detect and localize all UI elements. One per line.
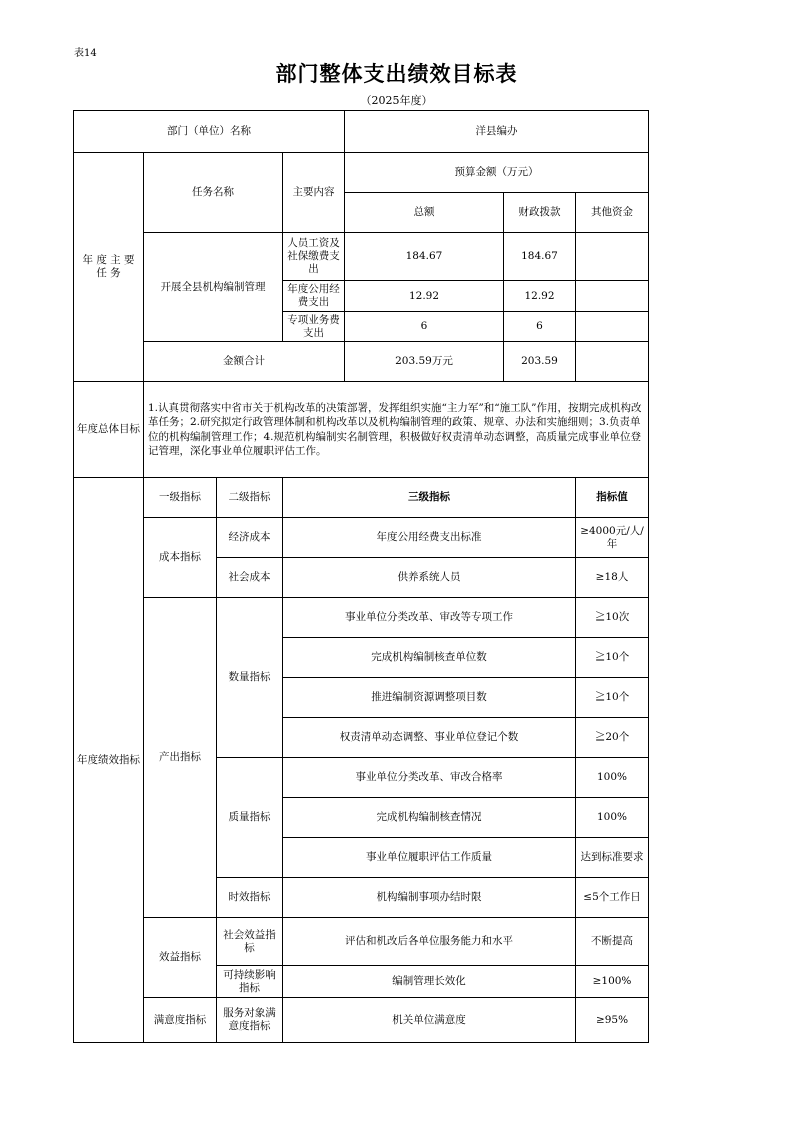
economic-cost-label: 经济成本 [217, 518, 283, 558]
table-number: 表14 [74, 48, 97, 59]
task-total: 6 [345, 312, 504, 342]
time-indicator-label: 时效指标 [217, 878, 283, 918]
indicator-name: 权责清单动态调整、事业单位登记个数 [283, 718, 576, 758]
indicator-name: 编制管理长效化 [283, 966, 576, 998]
indicator-value: ≧10个 [576, 638, 649, 678]
level1-header: 一级指标 [144, 478, 217, 518]
performance-goals-table [73, 110, 649, 1043]
other-header: 其他资金 [576, 193, 649, 233]
cost-indicator-label: 成本指标 [144, 518, 217, 598]
sustainable-label: 可持续影响指标 [217, 966, 283, 998]
tasks-header-row [74, 153, 649, 193]
total-header: 总额 [345, 193, 504, 233]
level3-header: 三级指标 [283, 478, 576, 518]
department-label: 部门（单位）名称 [74, 111, 345, 153]
indicator-value: 100% [576, 758, 649, 798]
indicator-name: 机关单位满意度 [283, 998, 576, 1043]
social-benefit-label: 社会效益指标 [217, 918, 283, 966]
task-content: 人员工资及社保缴费支出 [283, 233, 345, 281]
indicator-row [74, 598, 649, 638]
department-value: 洋县编办 [345, 111, 649, 153]
indicator-name: 事业单位履职评估工作质量 [283, 838, 576, 878]
indicators-header-row [74, 478, 649, 518]
overall-goal-text: 1.认真贯彻落实中省市关于机构改革的决策部署，发挥组织实施“主力军”和“施工队”作用，按期完成机构改革任务；2.研究拟定行政管理体制和机构改革以及机构编制管理的政策、规章、办法和实施细则；3.负责单位的机构编制管理工作；4.规范机构编制实名制管理，积极做好权责清单动态调整，高质量完成事业单位登记管理，深化事业单位履职评估工作。 [144, 382, 649, 478]
satisfaction-sub-label: 服务对象满意度指标 [217, 998, 283, 1043]
quality-indicator-label: 质量指标 [217, 758, 283, 878]
sum-total: 203.59万元 [345, 342, 504, 382]
task-content: 年度公用经费支出 [283, 281, 345, 312]
indicator-value: ≧20个 [576, 718, 649, 758]
indicator-row [74, 998, 649, 1043]
page-subtitle: （2025年度） [360, 94, 433, 107]
output-indicator-label: 产出指标 [144, 598, 217, 918]
sum-other [576, 342, 649, 382]
task-total: 12.92 [345, 281, 504, 312]
indicator-value: 不断提高 [576, 918, 649, 966]
social-cost-label: 社会成本 [217, 558, 283, 598]
page-title: 部门整体支出绩效目标表 [275, 61, 518, 86]
task-item-row [74, 233, 649, 281]
task-fiscal: 6 [504, 312, 576, 342]
indicator-value: ≥4000元/人/年 [576, 518, 649, 558]
sum-row [74, 342, 649, 382]
indicator-value: ≥18人 [576, 558, 649, 598]
indicator-name: 完成机构编制核查情况 [283, 798, 576, 838]
indicator-value: ≥100% [576, 966, 649, 998]
overall-goal-label: 年度总体目标 [74, 382, 144, 478]
task-content: 专项业务费支出 [283, 312, 345, 342]
indicator-name: 推进编制资源调整项目数 [283, 678, 576, 718]
indicator-value: ≧10次 [576, 598, 649, 638]
indicator-name: 年度公用经费支出标准 [283, 518, 576, 558]
task-other [576, 233, 649, 281]
indicator-row [74, 918, 649, 966]
benefit-indicator-label: 效益指标 [144, 918, 217, 998]
indicator-value: 100% [576, 798, 649, 838]
task-other [576, 281, 649, 312]
task-fiscal: 184.67 [504, 233, 576, 281]
department-row [74, 111, 649, 153]
quantity-indicator-label: 数量指标 [217, 598, 283, 758]
indicator-name: 机构编制事项办结时限 [283, 878, 576, 918]
sum-label: 金额合计 [144, 342, 345, 382]
level2-header: 二级指标 [217, 478, 283, 518]
indicator-row [74, 518, 649, 558]
task-total: 184.67 [345, 233, 504, 281]
indicator-name: 供养系统人员 [283, 558, 576, 598]
sum-fiscal: 203.59 [504, 342, 576, 382]
indicator-name: 评估和机改后各单位服务能力和水平 [283, 918, 576, 966]
indicators-section-label: 年度绩效指标 [74, 478, 144, 1043]
task-name: 开展全县机构编制管理 [144, 233, 283, 342]
indicator-value: ≤5个工作日 [576, 878, 649, 918]
task-name-header: 任务名称 [144, 153, 283, 233]
fiscal-header: 财政拨款 [504, 193, 576, 233]
indicator-name: 事业单位分类改革、审改合格率 [283, 758, 576, 798]
satisfaction-indicator-label: 满意度指标 [144, 998, 217, 1043]
indicator-value: ≧10个 [576, 678, 649, 718]
budget-header: 预算金额（万元） [345, 153, 649, 193]
task-other [576, 312, 649, 342]
annual-tasks-label: 年 度 主 要 任 务 [74, 153, 144, 382]
indicator-value: ≥95% [576, 998, 649, 1043]
indicator-value: 达到标准要求 [576, 838, 649, 878]
indicator-name: 完成机构编制核查单位数 [283, 638, 576, 678]
main-content-header: 主要内容 [283, 153, 345, 233]
indicator-name: 事业单位分类改革、审改等专项工作 [283, 598, 576, 638]
overall-goal-row [74, 382, 649, 478]
task-fiscal: 12.92 [504, 281, 576, 312]
value-header: 指标值 [576, 478, 649, 518]
